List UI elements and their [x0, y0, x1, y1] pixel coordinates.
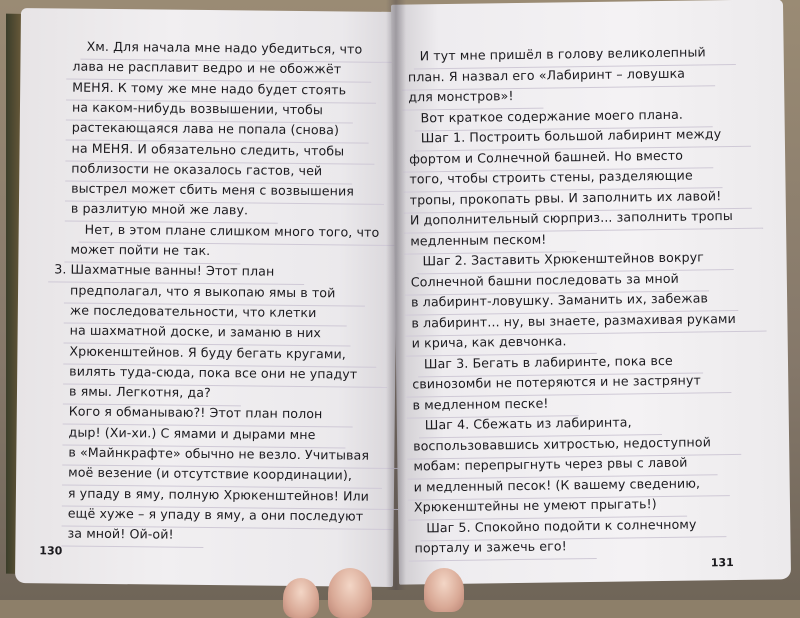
text-line: порталу и зажечь его! [414, 538, 567, 556]
text-line: Нет, в этом плане слишком много того, что [84, 221, 380, 240]
text-line: выстрел может сбить меня с возвышения [71, 180, 355, 199]
text-line: и медленный песок! (К вашему сведению, [413, 474, 701, 494]
text-line: И дополнительный сюрприз... заполнить тропы [409, 208, 733, 228]
text-line: тропы, прокопать рвы. И заполнить их лавой! [409, 187, 722, 208]
text-line: Кого я обманываю?! Этот план полон [68, 403, 323, 422]
text-line: моё везение (и отсутствие координации), [68, 464, 353, 483]
text-line: поблизости не оказалось гастов, чей [71, 160, 323, 178]
text-line: на МЕНЯ. И обязательно следить, чтобы [71, 140, 345, 158]
text-line: Хм. Для начала мне надо убедиться, что [86, 38, 363, 57]
text-line: 3. Шахматные ванны! Этот план [54, 261, 275, 280]
text-line: в лабиринт... ну, вы знаете, размахивая руками [411, 310, 736, 331]
text-line: мобам: перепрыгнуть через рвы с лавой [413, 454, 688, 474]
text-line: я упаду в яму, полную Хрюкенштейнов! Или [67, 485, 370, 504]
text-line: Хрюкенштейны не умеют прыгать!) [413, 496, 657, 515]
text-line: дыр! (Хи-хи.) С ямами и дырами мне [68, 424, 316, 442]
text-line: Шаг 5. Спокойно подойти к солнечному [426, 516, 697, 535]
text-line: в медленном песке! [412, 395, 549, 413]
text-line: в ямы. Легкотня, да? [68, 383, 211, 401]
text-line: медленным песком! [410, 231, 547, 249]
text-line: ещё хуже – я упаду в яму, а они последуют [67, 505, 364, 524]
text-line: же последовательности, что клетки [69, 302, 317, 321]
text-line: для монстров»! [408, 88, 514, 105]
text-line: И тут мне пришёл в голову великолепный [419, 44, 706, 64]
text-line: вилять туда-сюда, пока все они не упадут [69, 363, 358, 382]
text-line: того, чтобы строить стены, разделяющие [409, 167, 693, 187]
text-line: растекающаяся лава не попала (снова) [71, 119, 340, 138]
text-line: Шаг 3. Бегать в лабиринте, пока все [423, 352, 673, 371]
right-page [391, 0, 791, 585]
thumb-right [424, 568, 464, 612]
text-line: в разлитую мной же лаву. [70, 200, 249, 218]
text-line: может пойти не так. [70, 241, 211, 259]
text-line: в «Майнкрафте» обычно не везло. Учитывая [68, 444, 370, 463]
text-line: воспользовавшись хитростью, недоступной [413, 433, 712, 453]
text-line: Хрюкенштейнов. Я буду бегать кругами, [69, 343, 347, 361]
text-line: в лабиринт-ловушку. Заманить их, забежав [411, 290, 709, 310]
text-line: предполагал, что я выкопаю ямы в той [69, 282, 336, 300]
text-line: Шаг 2. Заставить Хрюкенштейнов вокруг [422, 249, 705, 269]
thumb-left [283, 578, 319, 618]
text-line: за мной! Ой-ой! [67, 525, 174, 542]
text-line: Вот краткое содержание моего плана. [420, 106, 684, 125]
text-line: и крича, как девчонка. [411, 333, 567, 351]
text-line: Шаг 4. Сбежать из лабиринта, [424, 414, 632, 433]
text-line: план. Я назвал его «Лабиринт – ловушка [407, 65, 686, 85]
text-line: фортом и Солнечной башней. Но вместо [409, 147, 684, 167]
thumb-center [328, 568, 372, 618]
book-gutter [386, 0, 406, 590]
text-line: Солнечной башни последовать за мной [410, 270, 679, 290]
text-line: лава не расплавит ведро и не обожжёт [72, 58, 342, 77]
text-line: Шаг 1. Построить большой лабиринт между [420, 126, 722, 146]
text-line: МЕНЯ. К тому же мне надо будет стоять [72, 79, 347, 98]
left-page-number: 130 [39, 544, 63, 558]
text-line: свинозомби не потеряются и не застрянут [412, 372, 702, 392]
text-line: на каком-нибудь возвышении, чтобы [71, 99, 324, 118]
text-line: на шахматной доске, и заманю в них [69, 322, 322, 341]
left-page [15, 8, 399, 587]
right-page-number: 131 [710, 556, 734, 570]
